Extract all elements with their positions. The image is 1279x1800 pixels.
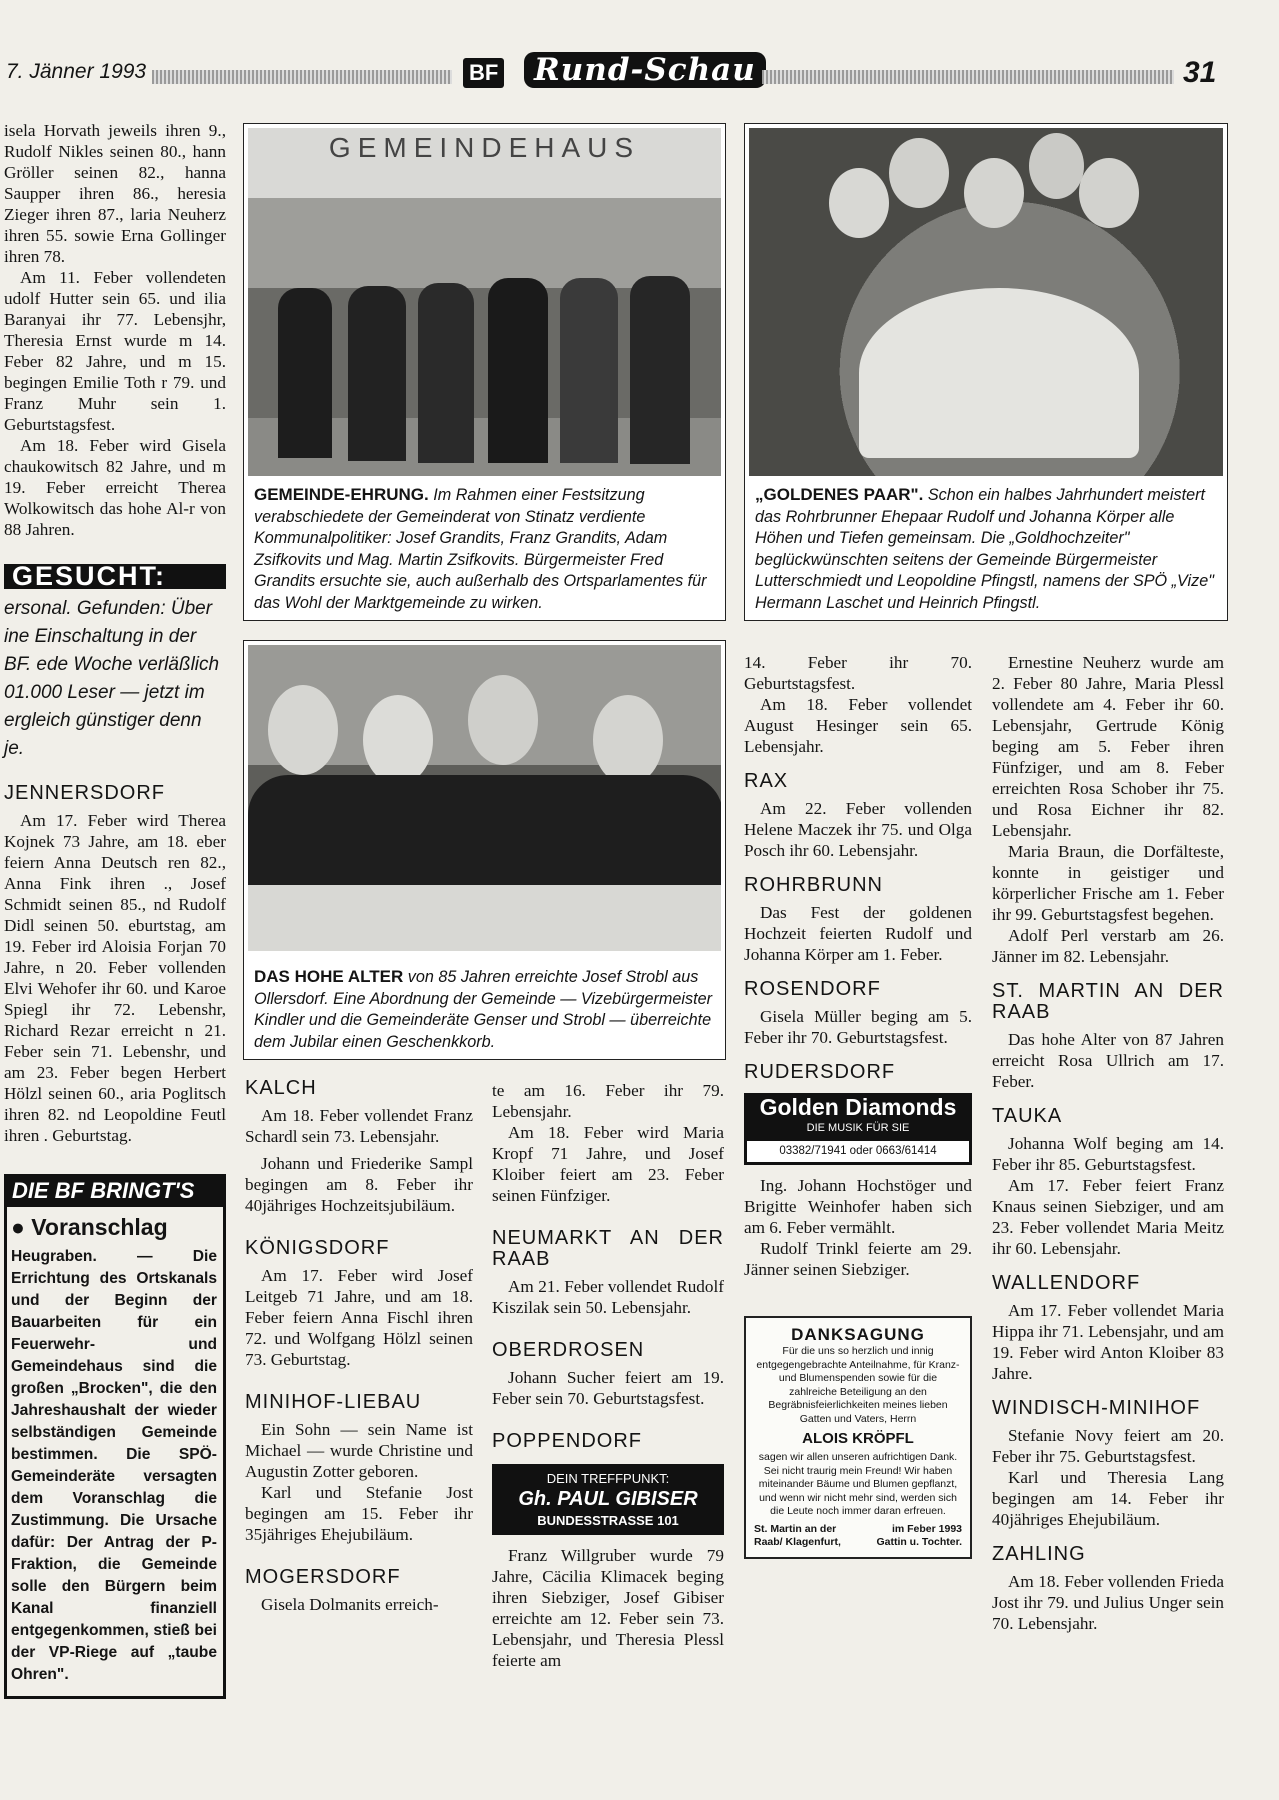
photo-hohe-alter [243,640,726,1060]
voranschlag-text: Heugraben. — Die Errichtung des Ortskanals und der Beginn der Bauarbeiten für ein Feuerwehr- und Gemeindehaus sind die großen „Brocken", die den Jahreshaushalt der wieder selbständigen Gemeinde bestimmen. Die SPÖ-Gemeinderäte versagten dem Voranschlag die Zustimmung. Die Ursache dafür: Der Antrag der P-Fraktion, die Gemeinde solle den Bürgern beim Kanal finanziell entgegenkommen, stieß bei der VP-Riege auf „taube Ohren". [11,1248,217,1683]
caption-text: Schon ein halbes Jahrhundert meistert das Rohrbrunner Ehepaar Rudolf und Johanna Körper alle Höhen und Tiefen gemeinsam. Die „Goldhochzeiter" beglückwünschten seitens der Gemeinde Bürgermeister Lutterschmiedt und Leopoldine Pfingstl, namens der SPÖ „Vize" Hermann Laschet und Heinrich Pfingstl. [755,486,1214,612]
section-heading-wallendorf: WALLENDORF [992,1272,1141,1294]
section-heading-poppendorf: POPPENDORF [492,1430,643,1452]
photo-image [248,645,721,951]
caption-title: GEMEINDE-EHRUNG. [254,485,429,504]
mogersdorf-text: Gisela Dolmanits erreich- [261,1595,439,1614]
page-number: 31 [1183,56,1217,89]
zahling-text: Am 18. Feber vollenden Frieda Jost ihr 79. und Julius Unger sein 70. Lebensjahr. [992,1572,1224,1633]
windisch-text: Karl und Theresia Lang begingen am 14. Feber ihr 40jähriges Ehejubiläum. [992,1468,1224,1529]
danksagung-name: ALOIS KRÖPFL [802,1430,914,1447]
left-column [4,120,226,1699]
photo-goldenes-paar [744,123,1228,621]
section-heading-rudersdorf: RUDERSDORF [744,1061,896,1083]
minihof-text: Ein Sohn — sein Name ist Michael — wurde Christine und Augustin Zotter geboren. [245,1420,473,1481]
poppendorf-text: Franz Willgruber wurde 79 Jahre, Cäcilia Klimacek beging ihren Siebziger, Josef Gibiser erreichte am 12. Feber sein 73. Lebensjahr, und Theresia Plessl feierte am [492,1546,724,1670]
caption-title: DAS HOHE ALTER [254,967,404,986]
person-face [1029,133,1084,199]
ad-subtitle: DIE MUSIK FÜR SIE [806,1122,910,1134]
person-figure [278,288,332,458]
tauka-text: Am 17. Feber feiert Franz Knaus seinen Siebziger, und am 23. Feber vollendet Maria Meitz ihr 60. Lebensjahr. [992,1176,1224,1258]
continuation-text: Am 18. Feber vollendet August Hesinger sein 65. Lebensjahr. [744,695,972,756]
masthead-title: Rund-Schau [524,52,766,88]
kalch-text: Johann und Friederike Sampl begingen am 8. Feber ihr 40jähriges Hochzeitsjubiläum. [245,1154,473,1215]
photo-image [749,128,1223,476]
neumarkt-text: Am 21. Feber vollendet Rudolf Kiszilak sein 50. Lebensjahr. [492,1277,724,1317]
section-heading-rohrbrunn: ROHRBRUNN [744,874,883,896]
section-heading-tauka: TAUKA [992,1105,1063,1127]
koenigsdorf-text: Am 17. Feber wird Josef Leitgeb 71 Jahre, und am 18. Feber feiern Anna Fischl ihren 72. und Wolfgang Hölzl seinen 73. Geburtstag. [245,1266,473,1369]
person-figure [418,283,474,463]
column-4 [744,652,972,1559]
section-heading-rosendorf: ROSENDORF [744,978,881,1000]
left-intro: isela Horvath jeweils ihren 9., Rudolf Nikles seinen 80., hann Gröller seinen 82., hanna Saupper ihren 86., heresia Zieger ihren 87., laria Neuherz ihren 55. sowie Erna Gollinger ihren 78. [4,121,226,266]
column-5-text: Maria Braun, die Dorfälteste, konnte in geistiger und körperlicher Frische am 1. Feber ihr 99. Geburtstagsfest begehen. [992,842,1224,924]
gesucht-heading: GESUCHT: [4,564,226,589]
left-paragraph: Am 18. Feber wird Gisela chaukowitsch 82 Jahre, und m 19. Feber erreicht Therea Wolkowitsch das hohe Al-r von 88 Jahren. [4,436,226,539]
ad-line: BUNDESSTRASSE 101 [537,1513,679,1528]
photo-caption [254,484,717,614]
continuation-text: te am 16. Feber ihr 79. Lebensjahr. [492,1081,724,1121]
section-heading-zahling: ZAHLING [992,1543,1086,1565]
column-5 [992,652,1224,1634]
person-figure [348,286,406,461]
section-heading-st-martin: ST. MARTIN AN DER RAAB [992,980,1224,1023]
voranschlag-heading [11,1214,217,1240]
danksagung-signature: im Feber 1993 Gattin u. Tochter. [876,1522,962,1548]
person-face [268,685,338,775]
section-heading-neumarkt: NEUMARKT AN DER RAAB [492,1227,724,1270]
section-heading-koenigsdorf: KÖNIGSDORF [245,1237,390,1259]
windisch-text: Stefanie Novy feiert am 20. Feber ihr 75. Geburtstagsfest. [992,1426,1224,1466]
rosendorf-text: Gisela Müller beging am 5. Feber ihr 70. Geburtstagsfest. [744,1007,972,1047]
column-5-text: Ernestine Neuherz wurde am 2. Feber 80 Jahre, Maria Plessl vollendete am 4. Feber ihr 60. Lebensjahr, Gertrude König beging am 5. Feber ihren Fünfziger, und am 8. Feber erreichten Rosa Schober ihr 75. und Rosa Eichner ihr 82. Lebensjahr. [992,653,1224,840]
person-face [964,158,1024,228]
oberdrosen-text: Johann Sucher feiert am 19. Feber sein 70. Geburtstagsfest. [492,1368,724,1408]
section-heading-windisch-minihof: WINDISCH-MINIHOF [992,1397,1201,1419]
person-face [829,168,889,238]
section-heading-jennersdorf: JENNERSDORF [4,782,166,804]
caption-title: „GOLDENES PAAR". [755,485,924,504]
ad-line: DEIN TREFFPUNKT: [546,1471,670,1486]
gemeindehaus-sign: GEMEINDEHAUS [328,132,641,163]
bullet-icon: ● [11,1214,25,1240]
golden-diamonds-ad [744,1093,972,1165]
section-heading-rax: RAX [744,770,789,792]
column-2 [245,1078,473,1615]
section-heading-kalch: KALCH [245,1077,317,1099]
danksagung-text: sagen wir allen unseren aufrichtigen Dank. Sei nicht traurig mein Freund! Wir haben miteinander Bäume und Blumen gepflanzt, und wenn wir nicht mehr sind, werden sich die Leute noch immer daran erfreuen. [758,1451,958,1517]
person-face [468,675,538,765]
tauka-text: Johanna Wolf beging am 14. Feber ihr 85. Geburtstagsfest. [992,1134,1224,1174]
caption-text: von 85 Jahren erreichte Josef Strobl aus Ollersdorf. Eine Abordnung der Gemeinde — Vizebürgermeister Kindler und die Gemeinderäte Genser und Strobl — überreichte dem Jubilar einen Geschenkkorb. [254,968,712,1051]
gibiser-ad [492,1464,724,1535]
bf-bringts-banner: DIE BF BRINGT'S [4,1174,226,1207]
st-martin-text: Das hohe Alter von 87 Jahren erreicht Rosa Ullrich am 17. Feber. [992,1030,1224,1091]
person-face [1079,158,1139,228]
column-5-text: Adolf Perl verstarb am 26. Jänner im 82. Lebensjahr. [992,926,1224,966]
section-heading-minihof: MINIHOF-LIEBAU [245,1391,422,1413]
voranschlag-title: Voranschlag [31,1214,168,1240]
rax-text: Am 22. Feber vollenden Helene Maczek ihr 75. und Olga Posch ihr 60. Lebensjahr. [744,799,972,860]
person-face [593,695,663,785]
column-3 [492,1080,724,1671]
jennersdorf-text: Am 17. Feber wird Therea Kojnek 73 Jahre, am 18. eber feiern Anna Deutsch ren 82., Anna Fink ihren ., Josef Schmidt seinen 85., nd Rudolf Didl seinen 50. eburtstag, am 19. Feber ird Aloisia Forjan 70 Jahre, n 20. Feber vollenden Elvi Wehofer ihr 60. und Karoe Spiegl ihr 72. Lebenshr, Richard Rezar erreicht n 21. Feber sein 71. Lebenshr, und am 23. Feber begen Herbert Hölzl seinen 60., aria Poglitsch ihren 82. nd Leopoldine Feutl ihren . Geburtstag. [4,811,226,1145]
person-figure [488,278,548,463]
photo-caption [254,966,717,1053]
danksagung-place: St. Martin an der Raab/ Klagenfurt, [754,1522,841,1548]
danksagung-title: DANKSAGUNG [791,1325,925,1344]
section-heading-oberdrosen: OBERDROSEN [492,1339,645,1361]
kalch-text: Am 18. Feber vollendet Franz Schardl sein 73. Lebensjahr. [245,1106,473,1146]
person-figure [560,278,618,463]
issue-date: 7. Jänner 1993 [6,60,147,83]
gesucht-text: ersonal. Gefunden: Über ine Einschaltung in der BF. ede Woche verläßlich 01.000 Leser — jetzt im ergleich günstiger denn je. [4,598,220,759]
minihof-text: Karl und Stefanie Jost begingen am 15. Feber ihr 35jähriges Ehejubiläum. [245,1483,473,1544]
wallendorf-text: Am 17. Feber vollendet Maria Hippa ihr 71. Lebensjahr, und am 19. Feber wird Anton Kloiber 83 Jahre. [992,1301,1224,1383]
continuation-text: 14. Feber ihr 70. Geburtstagsfest. [744,653,972,693]
rudersdorf-text: Ing. Johann Hochstöger und Brigitte Weinhofer haben sich am 6. Feber vermählt. [744,1176,972,1237]
people-bodies [248,775,721,885]
danksagung-notice [744,1316,972,1559]
header-rule-right [762,70,1174,84]
caption-text: Im Rahmen einer Festsitzung verabschiedete der Gemeinderat von Stinatz verdiente Kommunalpolitiker: Josef Grandits, Franz Grandits, Adam Zsifkovits und Mag. Martin Zsifkovits. Bürgermeister Fred Grandits ersuchte sie, auch außerhalb des Ortsparlamentes für das Wohl der Marktgemeinde zu wirken. [254,486,707,612]
photo-gemeinde-ehrung [243,123,726,621]
rohrbrunn-text: Das Fest der goldenen Hochzeit feierten Rudolf und Johanna Körper am 1. Feber. [744,903,972,964]
bf-logo: BF [463,58,504,88]
danksagung-text: Für die uns so herzlich und innig entgegengebrachte Anteilnahme, für Kranz- und Blumenspenden sowie für die zahlreiche Beteiligung an den Begräbnisfeierlichkeiten meines lieben Gatten und Vaters, Herrn [756,1345,960,1425]
person-figure [630,276,690,464]
photo-caption [755,484,1219,614]
gift-basket [859,288,1139,458]
continuation-text: Am 18. Feber wird Maria Kropf 71 Jahre, und Josef Kloiber feiert am 23. Feber seinen Fünfziger. [492,1123,724,1205]
photo-image [248,128,721,476]
rudersdorf-text: Rudolf Trinkl feierte am 29. Jänner seinen Siebziger. [744,1239,972,1279]
ad-title: Golden Diamonds [759,1094,957,1120]
person-face [889,138,949,208]
person-face [363,695,433,785]
ad-line: Gh. PAUL GIBISER [518,1488,698,1510]
left-paragraph: Am 11. Feber vollendeten udolf Hutter sein 65. und ilia Baranyai ihr 77. Lebensjhr, Theresia Ernst wurde m 14. Feber 82 Jahre, und m 15. begingen Emilie Toth r 79. und Franz Muhr sein 1. Geburtstagsfest. [4,268,226,434]
header-rule-left [152,70,452,84]
ad-phone: 03382/71941 oder 0663/61414 [747,1141,969,1162]
section-heading-mogersdorf: MOGERSDORF [245,1566,401,1588]
